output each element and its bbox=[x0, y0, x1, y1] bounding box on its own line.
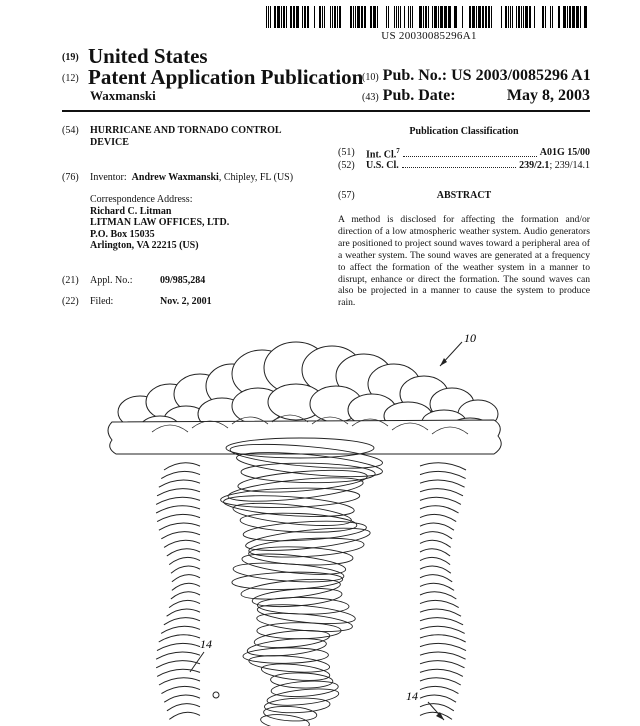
barcode-bar bbox=[281, 6, 282, 28]
barcode-bar bbox=[444, 6, 447, 28]
sound-wave-arc bbox=[420, 463, 466, 470]
sound-wave-arc bbox=[157, 643, 200, 650]
funnel-ring bbox=[220, 486, 360, 509]
barcode-bar bbox=[274, 6, 276, 28]
correspondence-block bbox=[90, 194, 229, 252]
barcode-bar bbox=[488, 6, 490, 28]
barcode-bar bbox=[394, 6, 395, 28]
barcode-bar bbox=[357, 6, 360, 28]
barcode-bar bbox=[454, 6, 457, 28]
us-cl-secondary: ; 239/14.1 bbox=[549, 160, 590, 171]
int-cl-label-wrap bbox=[366, 147, 400, 160]
sound-wave-arc bbox=[156, 652, 200, 659]
sound-wave-arc bbox=[157, 669, 200, 676]
sound-wave-arc bbox=[420, 635, 466, 642]
barcode-bar bbox=[408, 6, 409, 28]
correspondence-label: Correspondence Address: bbox=[90, 194, 193, 205]
sound-wave-arc bbox=[420, 583, 454, 590]
barcode-bar bbox=[462, 6, 463, 28]
barcode-bar bbox=[545, 6, 546, 28]
sound-wave-arc bbox=[420, 575, 452, 582]
barcode-bar bbox=[293, 6, 295, 28]
barcode-bar bbox=[388, 6, 389, 28]
barcode-bar bbox=[350, 6, 352, 28]
us-cl-code: (52) bbox=[338, 160, 355, 171]
barcode-bar bbox=[268, 6, 269, 28]
barcode-bar bbox=[286, 6, 287, 28]
barcode-bar bbox=[534, 6, 535, 28]
barcode-bar bbox=[386, 6, 387, 28]
debris-mark bbox=[213, 692, 219, 698]
us-cl-row bbox=[338, 160, 590, 171]
barcode-bar bbox=[529, 6, 531, 28]
barcode-bar bbox=[370, 6, 372, 28]
sound-wave-arc bbox=[169, 600, 200, 607]
sound-wave-arc bbox=[420, 592, 456, 599]
sound-wave-arc bbox=[157, 489, 200, 496]
filed-date: Nov. 2, 2001 bbox=[160, 296, 212, 307]
sound-wave-arc bbox=[420, 712, 452, 719]
sound-wave-arc bbox=[172, 575, 200, 582]
sound-wave-arc bbox=[420, 540, 451, 547]
barcode-bar bbox=[302, 6, 303, 28]
barcode-bar bbox=[563, 6, 566, 28]
country-name: United States bbox=[88, 44, 208, 68]
barcode-bar bbox=[307, 6, 309, 28]
barcode-bar bbox=[482, 6, 484, 28]
funnel-ring bbox=[271, 679, 339, 698]
barcode-bar bbox=[580, 6, 581, 28]
pub-date-line bbox=[362, 87, 590, 105]
barcode-bar bbox=[324, 6, 325, 28]
sound-wave-arc bbox=[420, 669, 463, 676]
barcode-bar bbox=[432, 6, 433, 28]
sound-wave-arc bbox=[169, 712, 200, 719]
sound-wave-arc bbox=[420, 489, 463, 496]
pub-no-code: (10) bbox=[362, 72, 379, 83]
barcode-bar bbox=[448, 6, 451, 28]
sound-wave-arc bbox=[420, 480, 465, 487]
barcode-bar bbox=[396, 6, 397, 28]
barcode-bar bbox=[339, 6, 341, 28]
barcode-bar bbox=[314, 6, 315, 28]
barcode-bar bbox=[550, 6, 551, 28]
barcode-bar bbox=[516, 6, 517, 28]
reference-numeral-14-left: 14 bbox=[200, 637, 212, 651]
barcode-bar bbox=[510, 6, 511, 28]
abstract-heading: ABSTRACT bbox=[436, 190, 492, 201]
invention-title: HURRICANE AND TORNADO CONTROL DEVICE bbox=[90, 125, 282, 148]
document-type-heading bbox=[62, 65, 363, 90]
barcode-bar bbox=[491, 6, 492, 28]
barcode-bar bbox=[290, 6, 292, 28]
sound-wave-arc bbox=[420, 626, 465, 633]
application-number-line bbox=[62, 275, 322, 286]
barcode-bar bbox=[567, 6, 568, 28]
sound-wave-arc bbox=[420, 600, 459, 607]
barcode-bar bbox=[501, 6, 502, 28]
barcode-bar bbox=[576, 6, 579, 28]
barcode-bar bbox=[353, 6, 354, 28]
sound-wave-arc bbox=[156, 497, 200, 504]
sound-wave-arc bbox=[159, 480, 200, 487]
reference-numeral-10: 10 bbox=[464, 331, 476, 345]
barcode-bar bbox=[334, 6, 336, 28]
barcode-bar bbox=[472, 6, 475, 28]
sound-wave-arc bbox=[420, 532, 452, 539]
barcode-bar bbox=[584, 6, 587, 28]
barcode-bar bbox=[361, 6, 363, 28]
barcode-bar bbox=[438, 6, 439, 28]
sound-wave-arc bbox=[420, 643, 466, 650]
int-cl-code: (51) bbox=[338, 147, 355, 158]
correspondence-line: LITMAN LAW OFFICES, LTD. bbox=[90, 217, 230, 228]
sound-wave-arc bbox=[171, 592, 200, 599]
barcode-bar bbox=[419, 6, 422, 28]
header-rule bbox=[62, 110, 590, 112]
inventor-surname: Waxmanski bbox=[90, 88, 156, 103]
barcode-bar bbox=[398, 6, 399, 28]
barcode-bar bbox=[508, 6, 509, 28]
barcode-bar bbox=[523, 6, 524, 28]
sound-wave-arc bbox=[420, 497, 461, 504]
barcode-bar bbox=[283, 6, 285, 28]
correspondence-line: P.O. Box 15035 bbox=[90, 228, 155, 240]
kind-code: (12) bbox=[62, 73, 79, 84]
sound-wave-arc bbox=[420, 514, 456, 521]
document-type: Patent Application Publication bbox=[88, 65, 364, 89]
int-cl-row bbox=[338, 147, 590, 160]
barcode bbox=[266, 6, 588, 28]
sound-wave-arc bbox=[420, 661, 465, 668]
sound-wave-arc bbox=[161, 686, 200, 693]
barcode-bar bbox=[485, 6, 487, 28]
barcode-bar bbox=[428, 6, 429, 28]
sound-wave-arc bbox=[159, 635, 200, 642]
funnel-ring bbox=[266, 686, 339, 708]
funnel-ring bbox=[260, 712, 310, 726]
sound-wave-arc bbox=[161, 532, 200, 539]
barcode-bar bbox=[525, 6, 528, 28]
appl-label: Appl. No.: bbox=[90, 275, 133, 286]
sound-wave-arc bbox=[420, 523, 454, 530]
barcode-bar bbox=[569, 6, 571, 28]
barcode-bar bbox=[521, 6, 522, 28]
barcode-bar bbox=[423, 6, 424, 28]
sound-waves-right bbox=[420, 463, 466, 720]
us-cl-label: U.S. Cl. bbox=[366, 160, 399, 171]
sound-wave-arc bbox=[420, 471, 466, 478]
int-cl-superscript: 7 bbox=[396, 147, 400, 155]
pub-date-value: May 8, 2003 bbox=[506, 87, 590, 104]
appl-number: 09/985,284 bbox=[160, 275, 206, 286]
barcode-bar bbox=[404, 6, 405, 28]
barcode-bar bbox=[266, 6, 267, 28]
sound-waves-left bbox=[156, 463, 200, 720]
sound-wave-arc bbox=[420, 686, 458, 693]
tornado-figure bbox=[0, 320, 640, 726]
country-code: (19) bbox=[62, 52, 79, 63]
sound-wave-arc bbox=[167, 549, 200, 556]
barcode-bar bbox=[542, 6, 544, 28]
barcode-bar bbox=[412, 6, 413, 28]
barcode-bar bbox=[505, 6, 507, 28]
sound-wave-arc bbox=[164, 463, 200, 470]
sound-wave-arc bbox=[156, 506, 200, 513]
reference-numeral-14-right: 14 bbox=[406, 689, 418, 703]
barcode-bar bbox=[296, 6, 299, 28]
title-code: (54) bbox=[62, 125, 79, 136]
us-cl-value bbox=[519, 160, 590, 171]
funnel-ring bbox=[264, 697, 330, 714]
inventor-name: Andrew Waxmanski bbox=[131, 172, 219, 183]
sound-wave-arc bbox=[164, 540, 200, 547]
correspondence-line: Arlington, VA 22215 (US) bbox=[90, 240, 199, 251]
sound-wave-arc bbox=[420, 506, 459, 513]
sound-wave-arc bbox=[161, 471, 200, 478]
funnel-ring bbox=[227, 473, 364, 506]
sound-wave-arc bbox=[161, 626, 200, 633]
int-cl-value: A01G 15/00 bbox=[539, 147, 590, 158]
sound-wave-arc bbox=[172, 583, 200, 590]
barcode-bar bbox=[518, 6, 520, 28]
barcode-bar bbox=[512, 6, 513, 28]
sound-wave-arc bbox=[420, 704, 454, 711]
barcode-bar bbox=[440, 6, 443, 28]
pub-date-code: (43) bbox=[362, 92, 379, 103]
appl-code: (21) bbox=[62, 275, 79, 286]
abstract-text: A method is disclosed for affecting the formation and/or direction of a low atmospheric weather system. Audio generators are positioned to project sound waves toward a peripheral area of a weather system. The sound waves are generated at a frequency to affect the formation of the weather system in a manner to disrupt, enhance or direct the formation. The sound waves can also be projected in a manner to cause the system to produce rain. bbox=[338, 214, 590, 309]
barcode-bar bbox=[373, 6, 376, 28]
sound-wave-arc bbox=[420, 609, 461, 616]
barcode-bar bbox=[476, 6, 477, 28]
abstract-code: (57) bbox=[338, 190, 355, 201]
dot-leader bbox=[403, 147, 537, 157]
sound-wave-arc bbox=[420, 695, 456, 702]
sound-wave-arc bbox=[420, 549, 450, 556]
barcode-bar bbox=[410, 6, 411, 28]
reference-arrow-head-14-right bbox=[436, 712, 444, 720]
publication-number-top: US 20030085296A1 bbox=[381, 30, 477, 42]
barcode-bar bbox=[552, 6, 553, 28]
sound-wave-arc bbox=[159, 523, 200, 530]
barcode-bar bbox=[270, 6, 271, 28]
barcode-bar bbox=[337, 6, 338, 28]
pub-date-label: Pub. Date: bbox=[382, 87, 456, 104]
pub-no-label: Pub. No.: bbox=[382, 67, 448, 84]
barcode-bar bbox=[332, 6, 333, 28]
sound-wave-arc bbox=[167, 704, 200, 711]
pub-number-line bbox=[362, 67, 591, 85]
publication-classification-heading: Publication Classification bbox=[409, 126, 519, 137]
barcode-bar bbox=[322, 6, 323, 28]
barcode-bar bbox=[434, 6, 437, 28]
inventor-location: , Chipley, FL (US) bbox=[218, 172, 294, 183]
inventor-label: Inventor: bbox=[90, 172, 127, 183]
barcode-bar bbox=[572, 6, 575, 28]
barcode-bar bbox=[478, 6, 481, 28]
inventor-code: (76) bbox=[62, 172, 79, 183]
barcode-bar bbox=[469, 6, 471, 28]
sound-wave-arc bbox=[157, 514, 200, 521]
sound-wave-arc bbox=[167, 609, 200, 616]
filed-code: (22) bbox=[62, 296, 79, 307]
sound-wave-arc bbox=[164, 695, 200, 702]
sound-wave-arc bbox=[420, 652, 466, 659]
barcode-bar bbox=[304, 6, 306, 28]
barcode-bar bbox=[355, 6, 356, 28]
barcode-bar bbox=[319, 6, 321, 28]
us-cl-primary: 239/2.1 bbox=[519, 160, 550, 171]
dot-leader bbox=[402, 160, 516, 168]
sound-wave-arc bbox=[420, 566, 451, 573]
barcode-bar bbox=[330, 6, 331, 28]
sound-wave-arc bbox=[420, 618, 463, 625]
sound-wave-arc bbox=[159, 678, 200, 685]
sound-wave-arc bbox=[420, 557, 450, 564]
barcode-bar bbox=[377, 6, 378, 28]
funnel-ring bbox=[241, 462, 375, 483]
funnel-ring bbox=[263, 705, 317, 722]
barcode-bar bbox=[364, 6, 366, 28]
filed-label: Filed: bbox=[90, 296, 114, 307]
correspondence-line: Richard C. Litman bbox=[90, 205, 172, 217]
sound-wave-arc bbox=[171, 566, 200, 573]
sound-wave-arc bbox=[420, 678, 461, 685]
filed-line bbox=[62, 296, 322, 307]
sound-wave-arc bbox=[164, 618, 200, 625]
sound-wave-arc bbox=[169, 557, 200, 564]
barcode-bar bbox=[425, 6, 427, 28]
int-cl-label: Int. Cl. bbox=[366, 149, 397, 161]
inventor-line bbox=[90, 172, 293, 183]
barcode-bar bbox=[558, 6, 560, 28]
barcode-bar bbox=[400, 6, 401, 28]
funnel-ellipses bbox=[220, 438, 383, 726]
barcode-bar bbox=[277, 6, 280, 28]
pub-no-value: US 2003/0085296 A1 bbox=[451, 67, 591, 84]
